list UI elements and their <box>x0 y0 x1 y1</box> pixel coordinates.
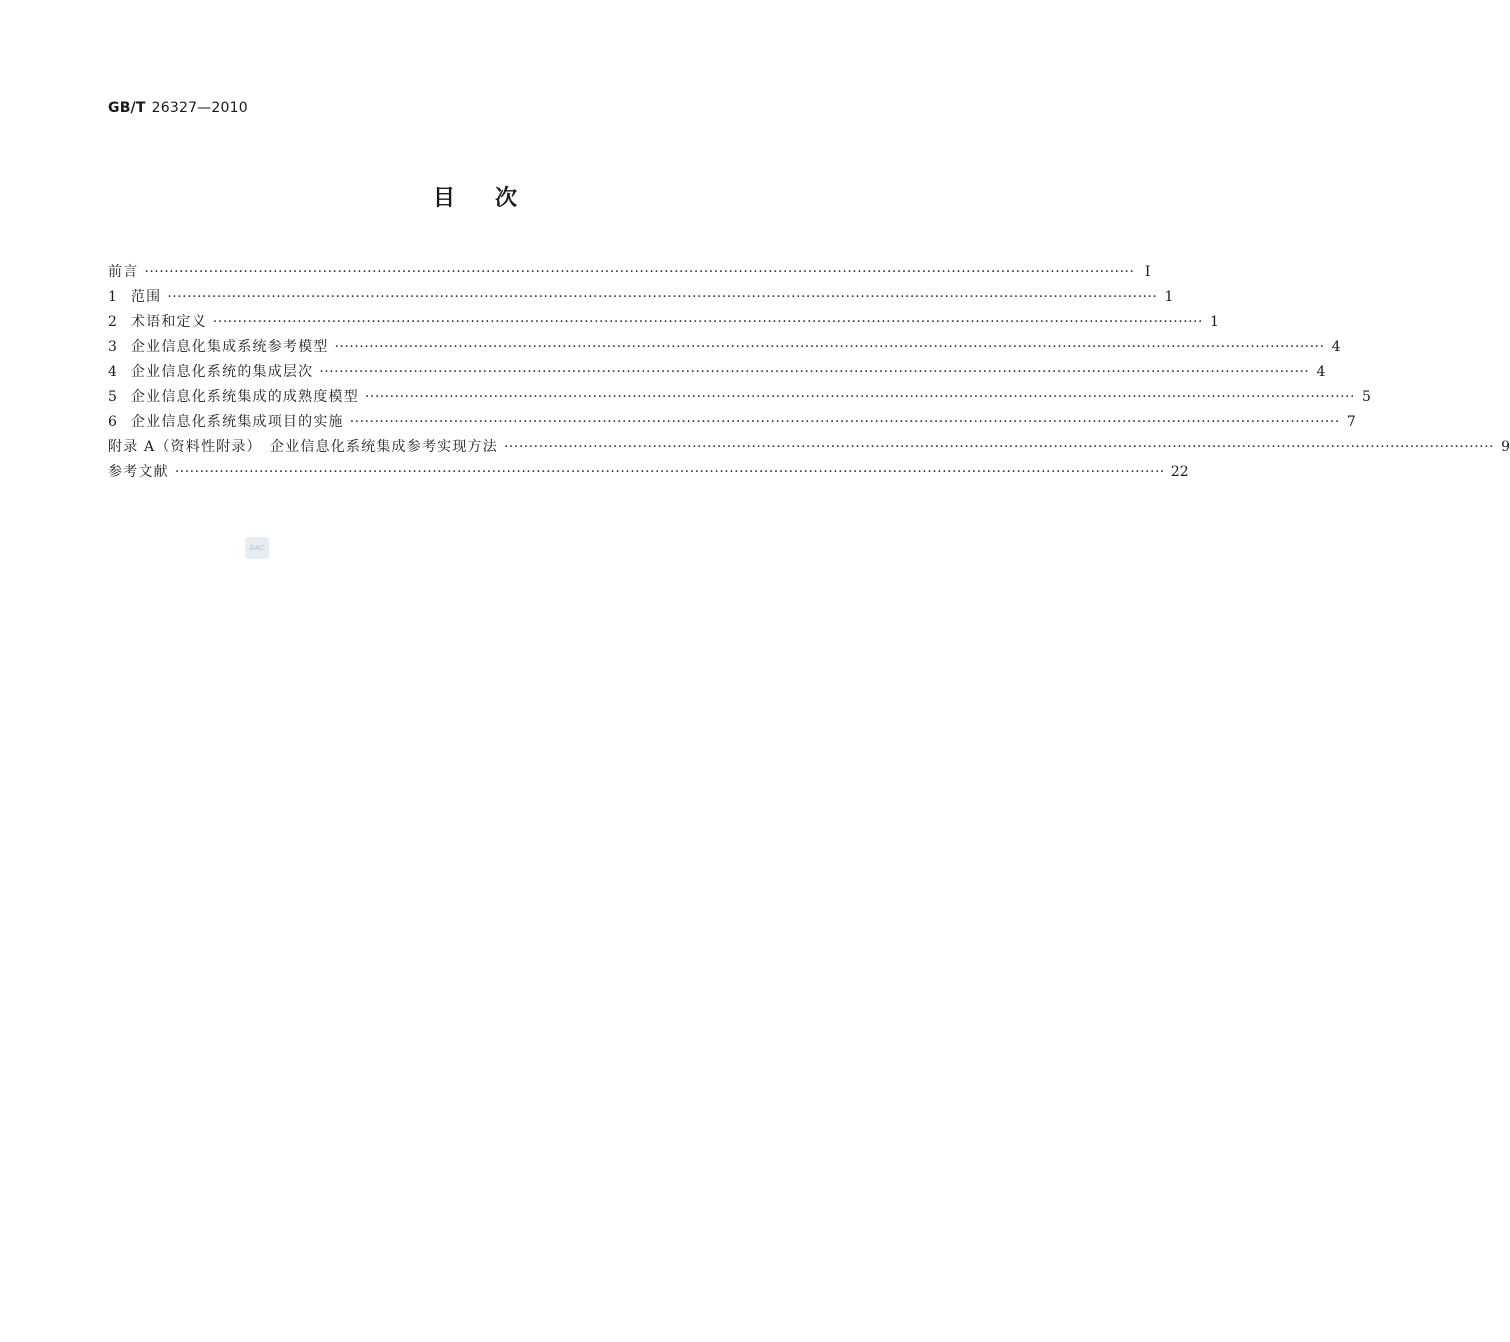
toc-section-number: 4 <box>108 364 117 380</box>
toc-page-number: 9 <box>1501 439 1510 455</box>
toc-entry-label: 5 企业信息化系统集成的成熟度模型 <box>108 385 359 410</box>
toc-entry-bibliography[interactable] <box>108 460 1189 485</box>
toc-entry-foreword[interactable] <box>108 260 1151 285</box>
toc-page-number: 22 <box>1170 464 1189 480</box>
toc-entry-6[interactable] <box>108 410 1356 435</box>
toc-page-number: 1 <box>1210 314 1219 330</box>
toc-entry-label: 前言 <box>108 264 139 280</box>
toc-page-number: 7 <box>1346 414 1356 430</box>
toc-leader-dots: ········································································································································································································ <box>144 264 1135 280</box>
toc-page-number: 4 <box>1331 339 1341 355</box>
toc-leader-dots: ········································································································································································································ <box>174 464 1165 480</box>
toc-entry-label: 2 术语和定义 <box>108 310 207 335</box>
toc-entry-label: 附录 A（资料性附录） 企业信息化系统集成参考实现方法 <box>108 439 498 455</box>
toc-entry-label: 4 企业信息化系统的集成层次 <box>108 360 313 385</box>
table-of-contents <box>108 260 1510 485</box>
toc-entry-3[interactable] <box>108 335 1341 360</box>
toc-section-number: 3 <box>108 339 117 355</box>
toc-entry-label: 3 企业信息化集成系统参考模型 <box>108 335 329 360</box>
toc-section-number: 2 <box>108 314 117 330</box>
toc-page-number: 5 <box>1362 389 1371 405</box>
standard-code <box>108 100 248 116</box>
toc-leader-dots: ········································································································································································································ <box>503 439 1495 455</box>
toc-leader-dots: ········································································································································································································ <box>167 289 1158 305</box>
standard-prefix: GB/T <box>108 100 146 116</box>
toc-entry-1[interactable] <box>108 285 1174 310</box>
toc-section-number: 5 <box>108 389 117 405</box>
toc-section-number: 1 <box>108 289 117 305</box>
toc-section-number: 6 <box>108 414 117 430</box>
toc-entry-label: 参考文献 <box>108 464 169 480</box>
toc-page-number: 1 <box>1164 289 1174 305</box>
standard-number: 26327—2010 <box>151 100 248 116</box>
sac-watermark-logo: SAC <box>245 537 269 559</box>
toc-entry-label: 1 范围 <box>108 285 161 310</box>
toc-leader-dots: ········································································································································································································ <box>364 389 1355 405</box>
toc-title: 目次 <box>432 186 557 211</box>
toc-entry-5[interactable] <box>108 385 1371 410</box>
toc-leader-dots: ········································································································································································································ <box>334 339 1325 355</box>
toc-page-number: 4 <box>1316 364 1326 380</box>
toc-leader-dots: ········································································································································································································ <box>319 364 1310 380</box>
toc-leader-dots: ········································································································································································································ <box>212 314 1203 330</box>
toc-entry-4[interactable] <box>108 360 1326 385</box>
toc-entry-annex-a[interactable] <box>108 435 1510 460</box>
toc-entry-label: 6 企业信息化系统集成项目的实施 <box>108 410 344 435</box>
toc-page-number: Ⅰ <box>1144 264 1151 280</box>
toc-entry-2[interactable] <box>108 310 1219 335</box>
toc-leader-dots: ········································································································································································································ <box>349 414 1340 430</box>
